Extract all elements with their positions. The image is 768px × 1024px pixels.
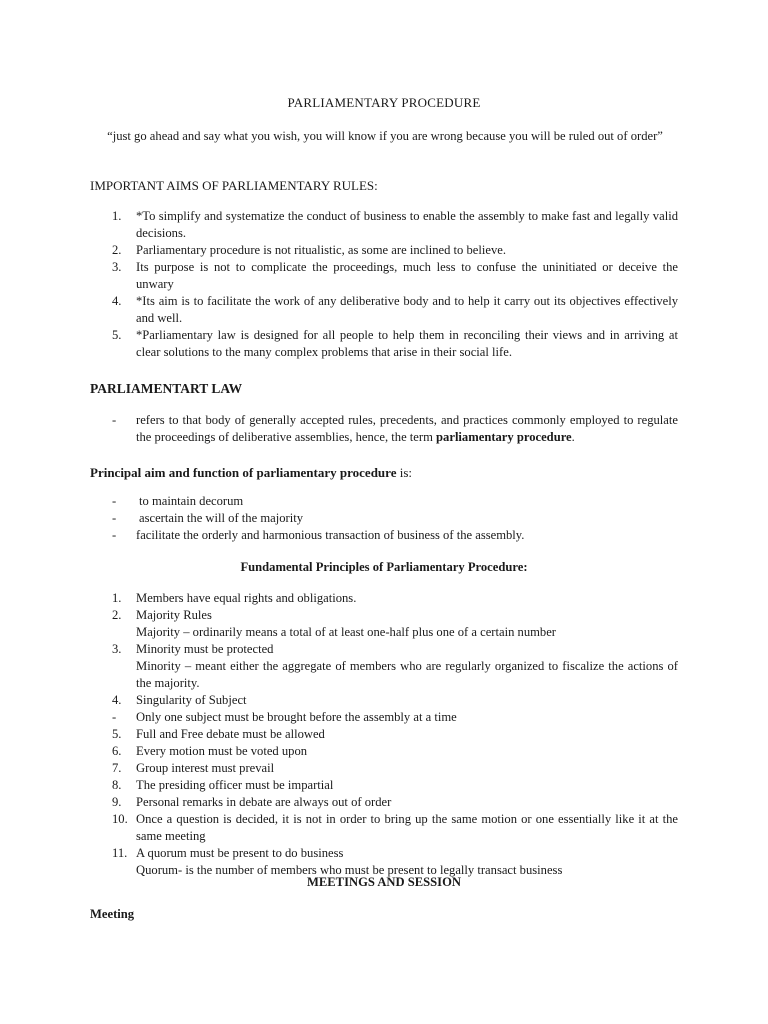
fundamental-heading: Fundamental Principles of Parliamentary Procedure:: [240, 560, 528, 574]
item-text: The presiding officer must be impartial: [136, 778, 334, 792]
item-text: Its purpose is not to complicate the proceedings, much less to confuse the uninitiated or deceive the unwary: [136, 260, 678, 291]
item-number: 9.: [112, 795, 122, 809]
list-item: [90, 527, 678, 544]
item-text: ascertain the will of the majority: [139, 511, 304, 525]
list-item: [90, 811, 678, 845]
list-item: [90, 242, 678, 259]
law-heading: PARLIAMENTART LAW: [90, 381, 243, 396]
item-text: Full and Free debate must be allowed: [136, 727, 325, 741]
item-dash: -: [112, 413, 117, 427]
item-subtext: Minority – meant either the aggregate of members who are regularly organized to fiscalize the actions of the majority.: [136, 659, 678, 690]
list-item: [90, 590, 678, 607]
item-dash: -: [112, 494, 117, 508]
item-text: Majority Rules: [136, 608, 212, 622]
opening-quote: “just go ahead and say what you wish, you will know if you are wrong because you will be ruled out of order”: [107, 129, 663, 143]
list-item: [90, 641, 678, 692]
principal-list: [90, 493, 678, 544]
item-number: 4.: [112, 693, 122, 707]
bold-term: parliamentary procedure: [436, 430, 572, 444]
item-number: 3.: [112, 260, 122, 274]
item-number: 1.: [112, 591, 122, 605]
principal-heading-bold: Principal aim and function of parliamentary procedure: [90, 465, 397, 480]
list-item: [90, 327, 678, 361]
list-item: [90, 493, 678, 510]
item-text: A quorum must be present to do business: [136, 846, 344, 860]
item-text: Only one subject must be brought before the assembly at a time: [136, 710, 457, 724]
item-text: *Parliamentary law is designed for all people to help them in reconciling their views and in arriving at clear solutions to the many complex problems that arise in their social life.: [136, 328, 678, 359]
item-text: to maintain decorum: [139, 494, 244, 508]
item-text: Minority must be protected: [136, 642, 274, 656]
list-item: [90, 259, 678, 293]
item-text: *Its aim is to facilitate the work of any deliberative body and to help it carry out its objectives effectively and well.: [136, 294, 678, 325]
list-item: [90, 607, 678, 641]
document-title: PARLIAMENTARY PROCEDURE: [287, 95, 481, 110]
principal-heading-rest: is:: [396, 465, 413, 480]
list-item: [90, 510, 678, 527]
item-text: Group interest must prevail: [136, 761, 275, 775]
item-number: 8.: [112, 778, 122, 792]
item-text: Members have equal rights and obligations.: [136, 591, 357, 605]
item-number: 7.: [112, 761, 122, 775]
item-number: 3.: [112, 642, 122, 656]
item-text: Singularity of Subject: [136, 693, 247, 707]
list-item: [90, 692, 678, 709]
list-item: [90, 412, 678, 446]
item-text: Once a question is decided, it is not in order to bring up the same motion or one essentially like it at the same meeting: [136, 812, 678, 843]
item-text: Every motion must be voted upon: [136, 744, 308, 758]
item-number: 1.: [112, 209, 122, 223]
item-end: .: [571, 430, 575, 444]
item-number: 11.: [112, 846, 128, 860]
item-number: 10.: [112, 812, 128, 826]
item-text: Personal remarks in debate are always out of order: [136, 795, 392, 809]
meetings-heading: MEETINGS AND SESSION: [307, 875, 461, 889]
principles-list: [90, 590, 678, 879]
item-text: Parliamentary procedure is not ritualistic, as some are inclined to believe.: [136, 243, 506, 257]
list-item: [90, 208, 678, 242]
list-item: [90, 743, 678, 760]
item-number: 6.: [112, 744, 122, 758]
item-subtext: Quorum- is the number of members who must be present to legally transact business: [136, 863, 563, 877]
aims-heading: IMPORTANT AIMS OF PARLIAMENTARY RULES:: [90, 178, 378, 193]
item-text: facilitate the orderly and harmonious transaction of business of the assembly.: [136, 528, 525, 542]
law-definition-list: [90, 412, 678, 446]
list-item: [90, 709, 678, 726]
item-number: 5.: [112, 727, 122, 741]
aims-list: [90, 208, 678, 361]
item-number: -: [112, 710, 117, 724]
list-item: [90, 760, 678, 777]
meeting-heading: Meeting: [90, 907, 135, 921]
item-number: 2.: [112, 243, 122, 257]
item-dash: -: [112, 528, 117, 542]
list-item: [90, 293, 678, 327]
item-subtext: Majority – ordinarily means a total of at least one-half plus one of a certain number: [136, 625, 557, 639]
list-item: [90, 794, 678, 811]
item-number: 5.: [112, 328, 122, 342]
list-item: [90, 777, 678, 794]
list-item: [90, 726, 678, 743]
principal-heading: [90, 464, 412, 481]
item-dash: -: [112, 511, 117, 525]
item-number: 2.: [112, 608, 122, 622]
item-text: refers to that body of generally accepted rules, precedents, and practices commonly employed to regulate the proceedings of deliberative assemblies, hence, the term: [136, 413, 678, 444]
item-number: 4.: [112, 294, 122, 308]
item-text: *To simplify and systematize the conduct of business to enable the assembly to make fast and legally valid decisions.: [136, 209, 678, 240]
